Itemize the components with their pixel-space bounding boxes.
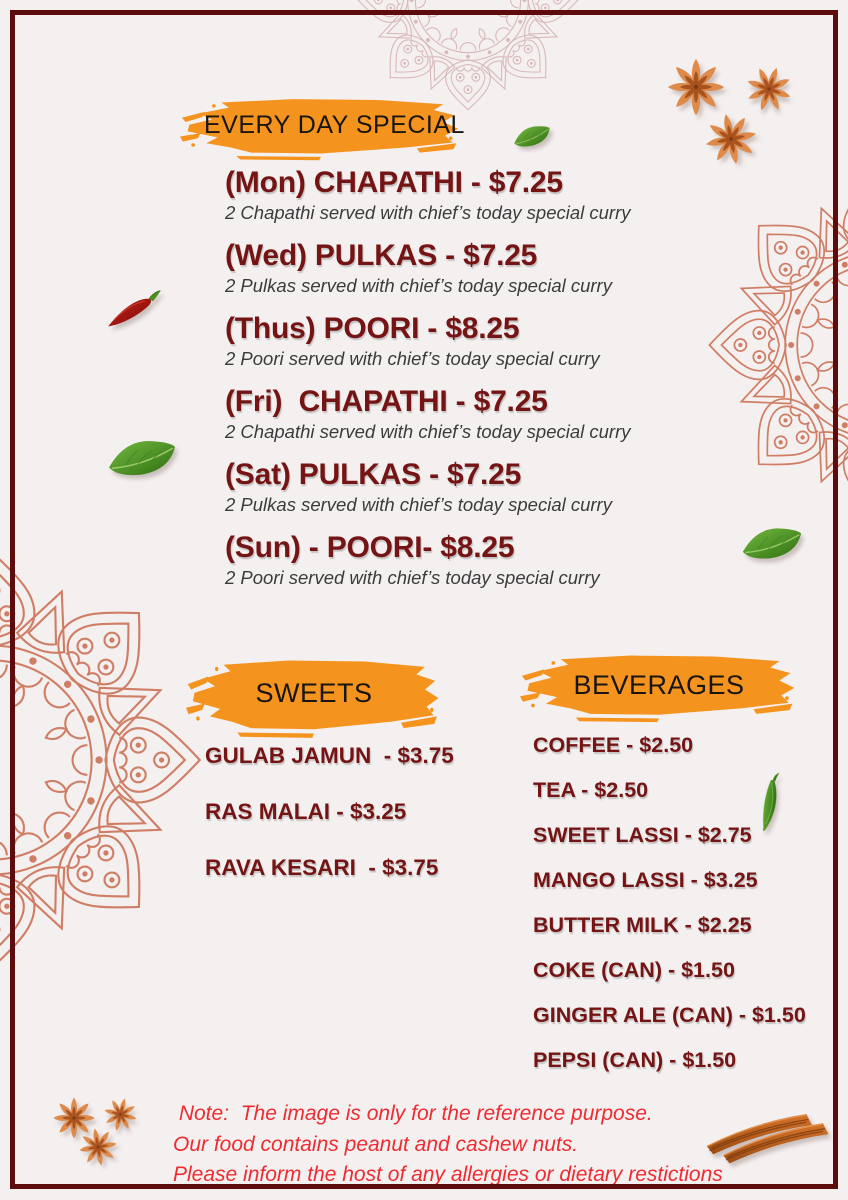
menu-item [225,239,631,298]
beverages-list [533,733,806,1093]
red-chili-icon [104,288,166,332]
sweets-title: SWEETS [255,678,373,708]
note-line: Please inform the host of any allergies or dietary restictions [173,1163,723,1186]
note-line: Our food contains peanut and cashew nuts. [173,1132,579,1156]
menu-item-name: SWEET LASSI - $2.75 [533,823,752,847]
star-anise-icon [666,57,726,117]
menu-item-description: 2 Poori served with chief’s today special curry [225,348,600,369]
specials-header [180,94,465,162]
menu-item-name: TEA - $2.50 [533,778,649,802]
menu-item-name: BUTTER MILK - $2.25 [533,913,752,937]
allergy-note [173,1099,723,1191]
menu-item-description: 2 Chapathi served with chief’s today special curry [225,421,631,442]
menu-item-name: (Mon) CHAPATHI - $7.25 [225,166,563,199]
menu-item [225,531,631,590]
mandala-icon [0,548,204,972]
leaf-icon [106,436,178,479]
menu-item-name: GINGER ALE (CAN) - $1.50 [533,1003,806,1027]
menu-item [225,458,631,517]
menu-item-name: MANGO LASSI - $3.25 [533,868,758,892]
menu-item-name: GULAB JAMUN - $3.75 [205,743,454,768]
menu-item-name: RAVA KESARI - $3.75 [205,855,439,880]
sweets-header [186,654,442,740]
menu-item-description: 2 Chapathi served with chief’s today special curry [225,202,631,223]
leaf-icon [511,122,553,150]
menu-item-name: (Sat) PULKAS - $7.25 [225,458,522,491]
menu-item-name: COKE (CAN) - $1.50 [533,958,735,982]
menu-item-name: (Wed) PULKAS - $7.25 [225,239,538,272]
cinnamon-sticks-icon [704,1104,832,1168]
star-anise-icon [75,1124,121,1170]
menu-item [225,166,631,225]
beverages-title: BEVERAGES [573,670,745,700]
star-anise-icon [699,107,763,171]
menu-item-name: (Fri) CHAPATHI - $7.25 [225,385,548,418]
leaf-icon [740,524,804,562]
beverages-header [520,650,798,724]
menu-item [225,385,631,444]
sweets-list [205,744,454,912]
mandala-icon [706,173,848,517]
menu-item-name: RAS MALAI - $3.25 [205,799,407,824]
menu-item-description: 2 Pulkas served with chief’s today special curry [225,494,612,515]
menu-item-name: (Sun) - POORI- $8.25 [225,531,515,564]
menu-item [225,312,631,371]
menu-item-name: COFFEE - $2.50 [533,733,694,757]
menu-item-name: PEPSI (CAN) - $1.50 [533,1048,737,1072]
specials-title: EVERY DAY SPECIAL [204,111,465,139]
specials-list [225,166,631,604]
menu-item-description: 2 Pulkas served with chief’s today special curry [225,275,612,296]
note-line: Note: The image is only for the reference purpose. [173,1102,653,1125]
menu-item-name: (Thus) POORI - $8.25 [225,312,520,345]
menu-item-description: 2 Poori served with chief’s today special curry [225,567,600,588]
